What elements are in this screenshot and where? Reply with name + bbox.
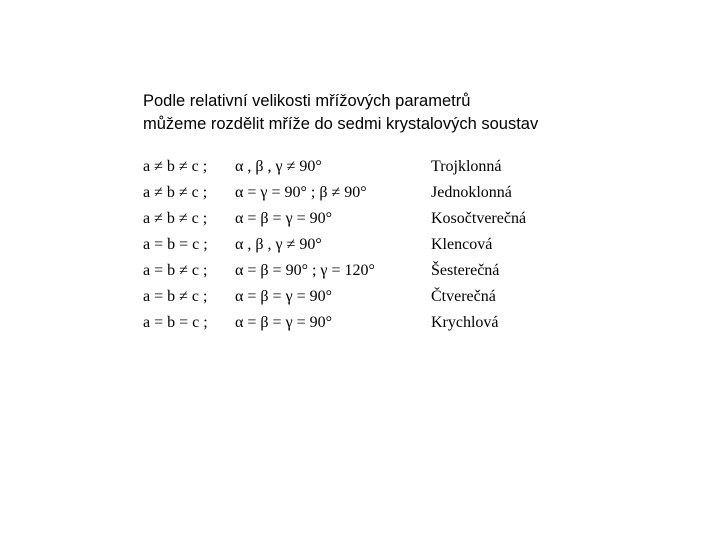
system-name: Klencová xyxy=(431,236,493,253)
system-name: Čtverečná xyxy=(431,288,496,305)
angle-relation: α = β = γ = 90° xyxy=(235,288,333,305)
angle-relation: α , β , γ ≠ 90° xyxy=(235,236,322,253)
angle-relation: α = β = γ = 90° xyxy=(235,210,333,227)
angle-relation: α = β = 90° ; γ = 120° xyxy=(235,262,375,279)
edge-relation: a = b ≠ c ; xyxy=(143,262,208,279)
edge-relation: a ≠ b ≠ c ; xyxy=(143,210,208,227)
edge-relation: a = b = c ; xyxy=(143,314,208,331)
system-name: Krychlová xyxy=(431,314,499,331)
edge-relation: a = b ≠ c ; xyxy=(143,288,208,305)
heading-line-2: můžeme rozdělit mříže do sedmi krystalových soustav xyxy=(143,115,539,133)
heading xyxy=(143,90,538,136)
heading-line-1: Podle relativní velikosti mřížových parametrů xyxy=(143,92,471,110)
system-name: Šesterečná xyxy=(431,262,500,279)
edge-relation: a ≠ b ≠ c ; xyxy=(143,158,208,175)
angle-relation: α = β = γ = 90° xyxy=(235,314,333,331)
edge-relation: a = b = c ; xyxy=(143,236,208,253)
system-name: Jednoklonná xyxy=(431,184,512,201)
angle-relation: α = γ = 90° ; β ≠ 90° xyxy=(235,184,367,201)
edge-relation: a ≠ b ≠ c ; xyxy=(143,184,208,201)
angle-relation: α , β , γ ≠ 90° xyxy=(235,158,322,175)
system-name: Trojklonná xyxy=(431,158,502,175)
system-name: Kosočtverečná xyxy=(431,210,527,227)
